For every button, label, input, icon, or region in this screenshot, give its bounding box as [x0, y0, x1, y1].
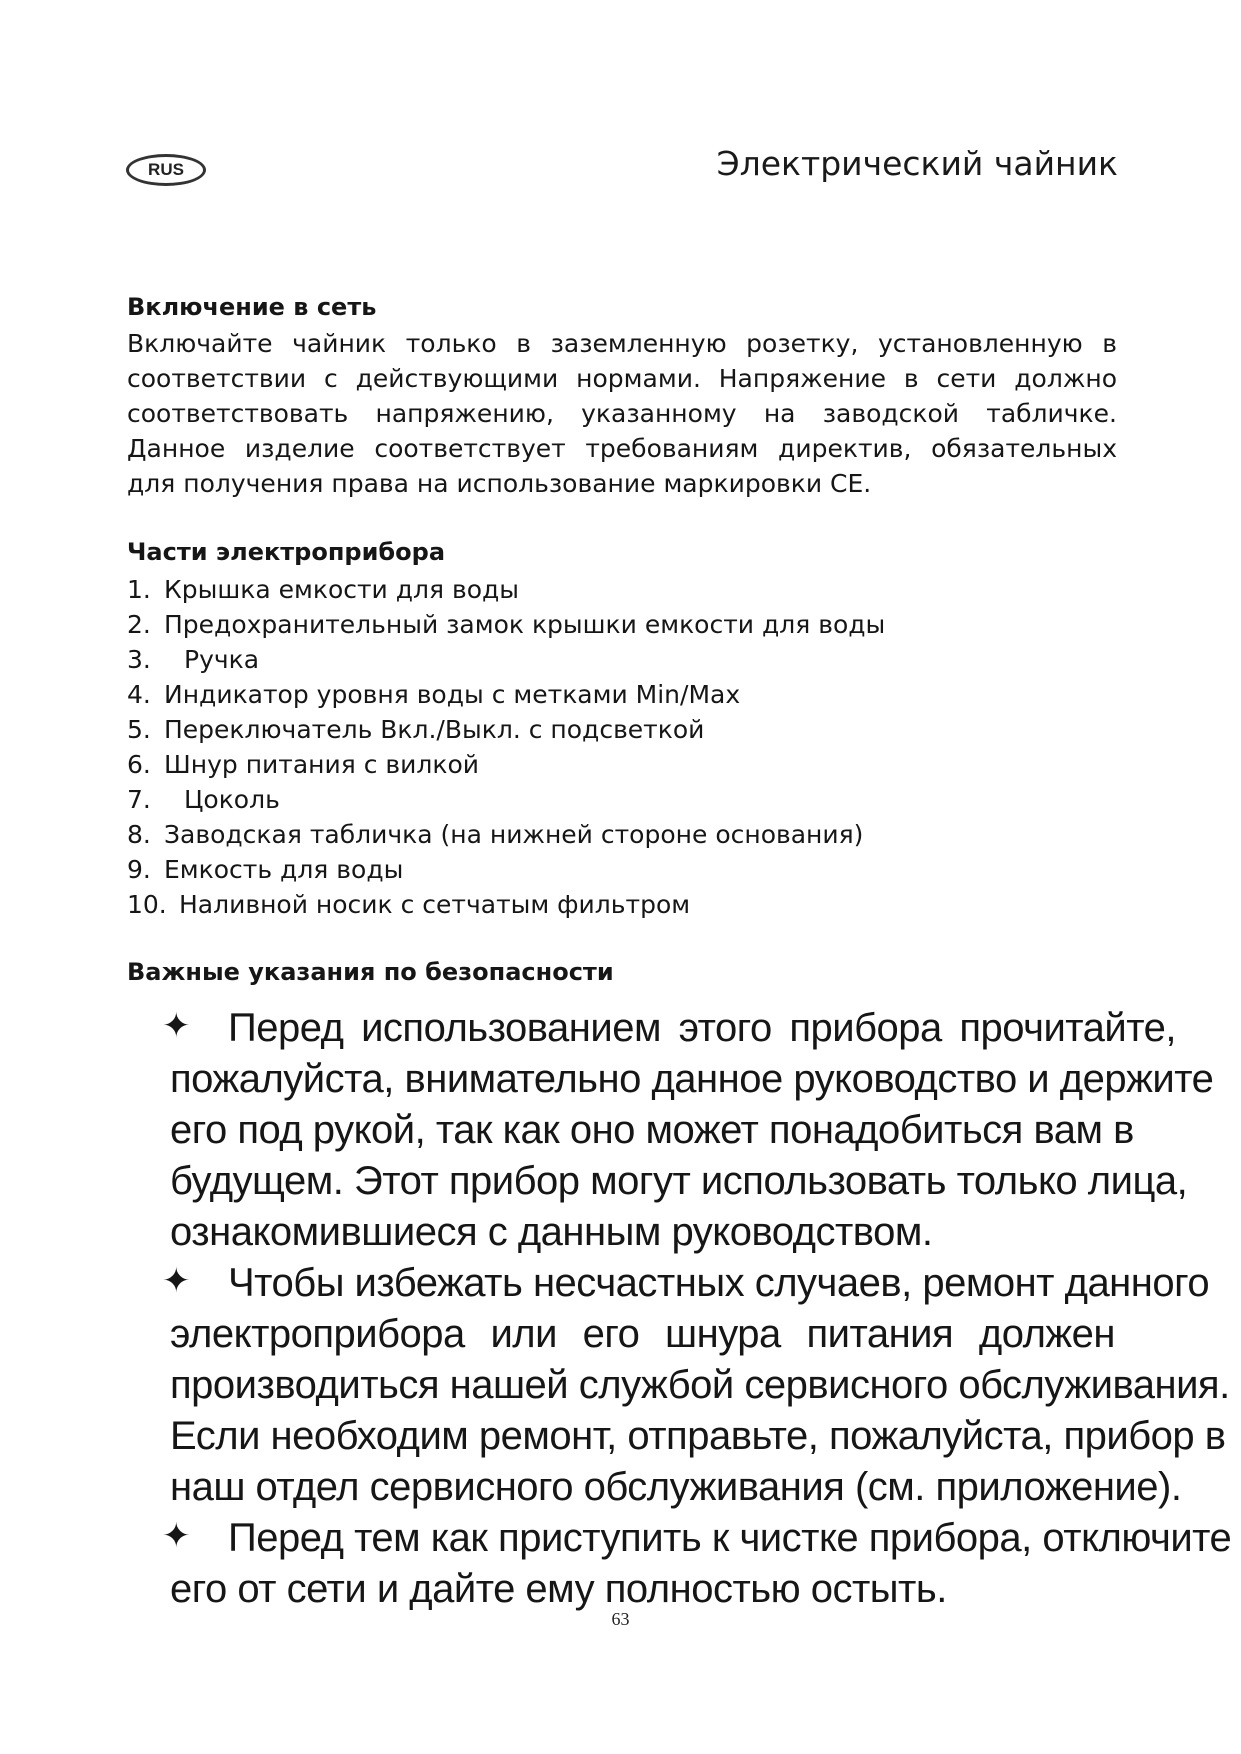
star-bullet-icon: ✦ [162, 1261, 190, 1301]
item-number: 4. [127, 680, 151, 709]
list-item [127, 852, 885, 887]
list-item [127, 782, 885, 817]
page-number: 63 [611, 1609, 630, 1629]
item-label: Емкость для воды [164, 855, 404, 884]
item-label: Индикатор уровня воды с метками Min/Max [164, 680, 741, 709]
star-bullet-icon: ✦ [162, 1516, 190, 1556]
safety-line: Если необходим ремонт, отправьте, пожалуйста, прибор в [170, 1414, 1226, 1458]
safety-line: пожалуйста, внимательно данное руководство и держите [170, 1057, 1214, 1101]
paragraph-line: для получения права на использование маркировки CE. [127, 469, 872, 498]
safety-line: ✦ Перед тем как приступить к чистке прибора, отключите [228, 1513, 1176, 1564]
safety-line: ✦ Чтобы избежать несчастных случаев, ремонт данного [228, 1258, 1176, 1309]
item-number: 6. [127, 750, 151, 779]
item-label: Ручка [184, 645, 260, 674]
item-number: 1. [127, 575, 151, 604]
item-number: 10. [127, 890, 167, 919]
item-label: Переключатель Вкл./Выкл. с подсветкой [164, 715, 705, 744]
safety-line: электроприбора или его шнура питания должен [170, 1312, 1115, 1356]
item-label: Цоколь [184, 785, 280, 814]
list-item [127, 817, 885, 852]
item-number: 5. [127, 715, 151, 744]
item-label: Предохранительный замок крышки емкости для воды [164, 610, 886, 639]
safety-line: будущем. Этот прибор могут использовать только лица, [170, 1159, 1188, 1203]
safety-line: ознакомившиеся с данным руководством. [170, 1210, 933, 1254]
section-heading-parts: Части электроприбора [127, 538, 446, 566]
star-bullet-icon: ✦ [162, 1006, 190, 1046]
item-label: Наливной носик с сетчатым фильтром [179, 890, 691, 919]
safety-line: его от сети и дайте ему полностью остыть. [170, 1567, 947, 1611]
item-label: Шнур питания с вилкой [164, 750, 480, 779]
list-item [127, 572, 885, 607]
parts-list [127, 572, 885, 922]
list-item [127, 887, 885, 922]
safety-line: ✦ Перед использованием этого прибора прочитайте, [228, 1003, 1176, 1054]
list-item [127, 677, 885, 712]
item-number: 8. [127, 820, 151, 849]
item-label: Крышка емкости для воды [164, 575, 520, 604]
safety-list [0, 1003, 1241, 1615]
list-item [127, 712, 885, 747]
list-item [127, 747, 885, 782]
section-heading-safety: Важные указания по безопасности [127, 958, 614, 986]
paragraph-line: соответствовать напряжению, указанному на заводской табличке. [127, 399, 1117, 428]
paragraph-line: соответствии с действующими нормами. Напряжение в сети должно [127, 364, 1117, 393]
safety-line: его под рукой, так как оно может понадобиться вам в [170, 1108, 1134, 1152]
paragraph-line: Данное изделие соответствует требованиям директив, обязательных [127, 434, 1117, 463]
section-heading-power: Включение в сеть [127, 293, 377, 321]
item-number: 3. [127, 645, 151, 674]
page-title: Электрический чайник [716, 144, 1118, 183]
safety-line: производиться нашей службой сервисного обслуживания. [170, 1363, 1230, 1407]
power-paragraph [127, 326, 1117, 501]
item-number: 9. [127, 855, 151, 884]
language-badge: RUS [126, 154, 206, 186]
safety-line: наш отдел сервисного обслуживания (см. приложение). [170, 1465, 1182, 1509]
item-number: 2. [127, 610, 151, 639]
list-item [127, 607, 885, 642]
item-number: 7. [127, 785, 151, 814]
list-item [127, 642, 885, 677]
item-label: Заводская табличка (на нижней стороне основания) [164, 820, 864, 849]
paragraph-line: Включайте чайник только в заземленную розетку, установленную в [127, 329, 1117, 358]
